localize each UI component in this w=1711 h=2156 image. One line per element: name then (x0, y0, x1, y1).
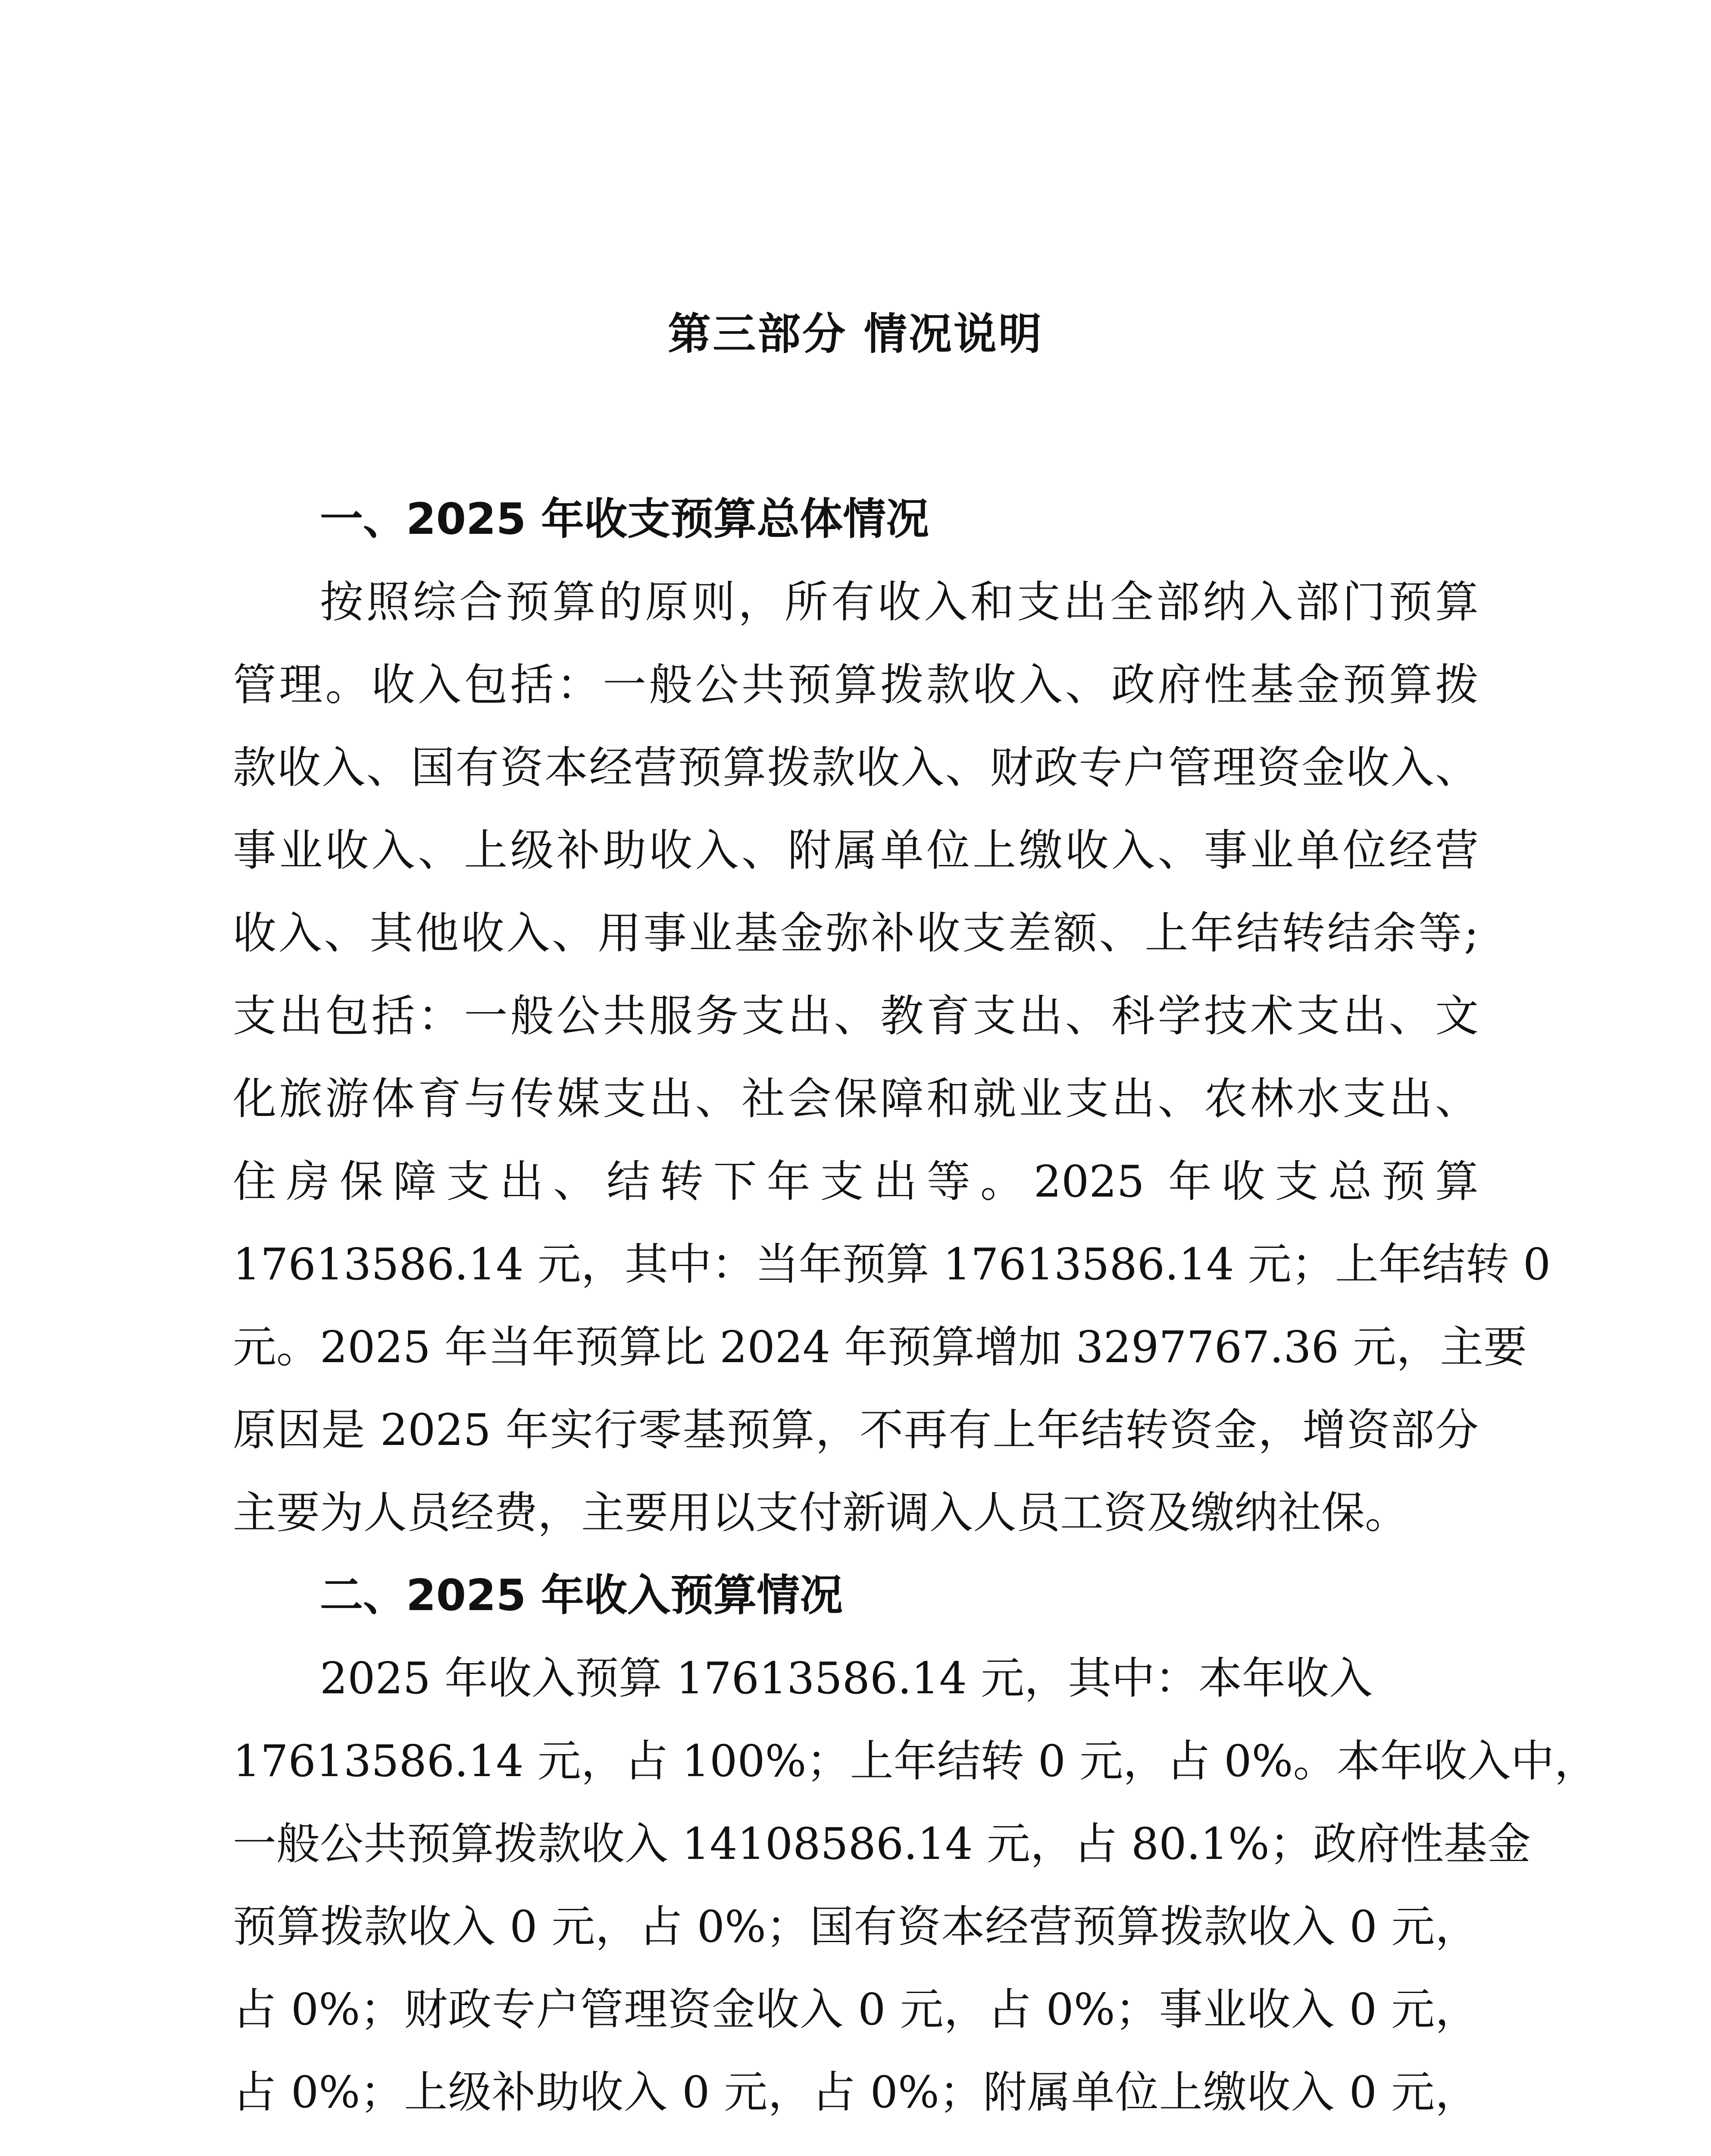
paragraph-line: 原因是 2025 年实行零基预算，不再有上年结转资金，增资部分 (233, 1404, 1479, 1455)
paragraph-line: 占 0%；财政专户管理资金收入 0 元，占 0%；事业收入 0 元， (233, 1984, 1479, 2035)
paragraph-line: 元。2025 年当年预算比 2024 年预算增加 3297767.36 元，主要 (233, 1322, 1527, 1373)
paragraph-line: 17613586.14 元，占 100%；上年结转 0 元，占 0%。本年收入中， (233, 1736, 1598, 1786)
paragraph-line: 收入、其他收入、用事业基金弥补收支差额、上年结转结余等; (233, 908, 1479, 959)
paragraph-line: 支出包括：一般公共服务支出、教育支出、科学技术支出、文 (233, 990, 1479, 1041)
paragraph-line: 17613586.14 元，其中：当年预算 17613586.14 元；上年结转 0 (233, 1239, 1551, 1290)
paragraph-line: 管理。收入包括：一般公共预算拨款收入、政府性基金预算拨 (233, 659, 1479, 710)
paragraph-line: 2025 年收入预算 17613586.14 元，其中：本年收入 (320, 1653, 1373, 1704)
paragraph-line: 款收入、国有资本经营预算拨款收入、财政专户管理资金收入、 (233, 742, 1479, 793)
document-body (233, 478, 1598, 2134)
section-heading-overall-budget: 一、2025 年收支预算总体情况 (320, 494, 929, 544)
paragraph-line: 主要为人员经费，主要用以支付新调入人员工资及缴纳社保。 (233, 1487, 1409, 1538)
paragraph-line: 一般公共预算拨款收入 14108586.14 元，占 80.1%；政府性基金 (233, 1818, 1531, 1869)
paragraph-line: 预算拨款收入 0 元，占 0%；国有资本经营预算拨款收入 0 元， (233, 1901, 1479, 1952)
paragraph-line: 占 0%；上级补助收入 0 元，占 0%；附属单位上缴收入 0 元， (233, 2067, 1479, 2118)
paragraph-line: 住房保障支出、结转下年支出等。2025 年收支总预算 (233, 1156, 1479, 1207)
paragraph-line: 按照综合预算的原则，所有收入和支出全部纳入部门预算 (320, 577, 1479, 627)
paragraph-line: 化旅游体育与传媒支出、社会保障和就业支出、农林水支出、 (233, 1073, 1479, 1124)
part-title: 第三部分 情况说明 (668, 309, 1043, 359)
paragraph-line: 事业收入、上级补助收入、附属单位上缴收入、事业单位经营 (233, 825, 1479, 876)
section-heading-income-budget: 二、2025 年收入预算情况 (320, 1570, 843, 1620)
